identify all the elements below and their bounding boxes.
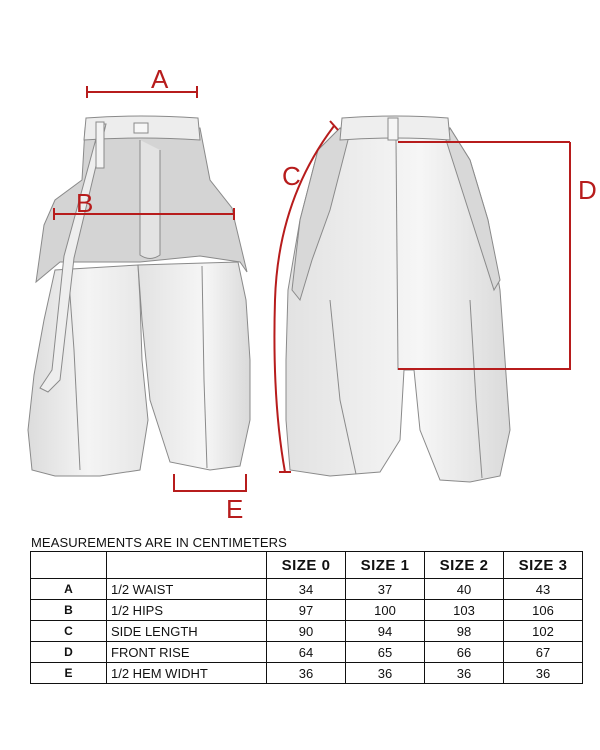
row-value-size-2: 103 [425,600,504,621]
row-value-size-1: 65 [346,642,425,663]
row-value-size-1: 36 [346,663,425,684]
row-value-size-2: 66 [425,642,504,663]
row-measurement-name: 1/2 WAIST [107,579,267,600]
row-code: A [31,579,107,600]
row-value-size-1: 94 [346,621,425,642]
header-size-3: SIZE 3 [504,552,583,579]
row-measurement-name: 1/2 HIPS [107,600,267,621]
front-fly [140,140,160,259]
row-code: E [31,663,107,684]
header-size-1: SIZE 1 [346,552,425,579]
row-code: B [31,600,107,621]
front-view [28,116,250,476]
header-size-0: SIZE 0 [267,552,346,579]
row-value-size-1: 37 [346,579,425,600]
measure-label-b: B [76,188,94,218]
front-left-leg [28,265,148,476]
row-code: C [31,621,107,642]
table-row [31,663,583,684]
table-row [31,579,583,600]
row-measurement-name: SIDE LENGTH [107,621,267,642]
table-row [31,621,583,642]
back-view [286,116,510,482]
row-measurement-name: FRONT RISE [107,642,267,663]
row-value-size-3: 106 [504,600,583,621]
measure-label-c: C [282,161,301,191]
table-header-row [31,552,583,579]
header-cell-code [31,552,107,579]
row-value-size-0: 64 [267,642,346,663]
belt-loop [96,122,104,168]
row-value-size-2: 98 [425,621,504,642]
table-row [31,642,583,663]
measurement-unit-note: MEASUREMENTS ARE IN CENTIMETERS [31,535,287,550]
row-value-size-3: 67 [504,642,583,663]
belt-buckle [134,123,148,133]
measure-label-d: D [578,175,597,205]
measure-label-a: A [151,64,169,94]
row-value-size-2: 40 [425,579,504,600]
row-value-size-0: 34 [267,579,346,600]
row-value-size-1: 100 [346,600,425,621]
row-value-size-2: 36 [425,663,504,684]
measure-label-e: E [226,494,244,524]
row-value-size-3: 43 [504,579,583,600]
back-belt-loop [388,118,398,140]
table-row [31,600,583,621]
row-value-size-0: 90 [267,621,346,642]
row-value-size-0: 36 [267,663,346,684]
header-size-2: SIZE 2 [425,552,504,579]
row-value-size-3: 36 [504,663,583,684]
row-code: D [31,642,107,663]
size-chart-table [30,551,583,684]
row-value-size-3: 102 [504,621,583,642]
header-cell-name [107,552,267,579]
row-value-size-0: 97 [267,600,346,621]
front-right-leg [138,262,250,470]
row-measurement-name: 1/2 HEM WIDHT [107,663,267,684]
